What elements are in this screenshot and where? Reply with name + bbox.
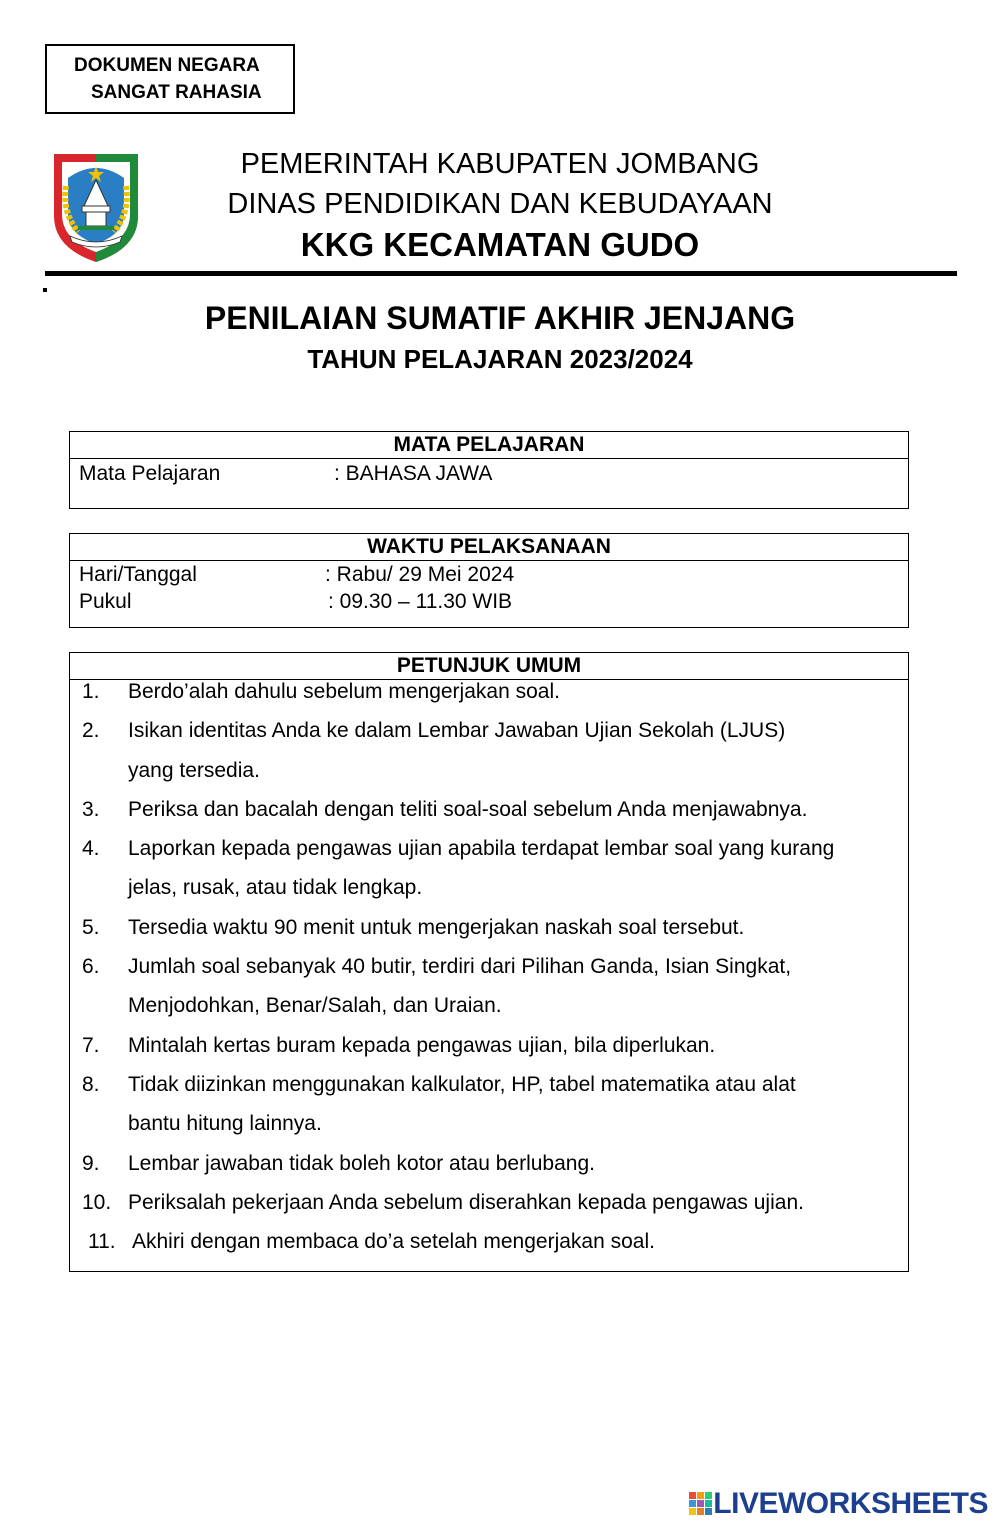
instruction-text: Isikan identitas Anda ke dalam Lembar Jawaban Ujian Sekolah (LJUS) <box>128 719 786 743</box>
time-label: Pukul <box>79 590 132 613</box>
instruction-number: 3. <box>82 797 100 821</box>
instruction-text: Akhiri dengan membaca do’a setelah mengerjakan soal. <box>132 1230 655 1254</box>
instruction-text: jelas, rusak, atau tidak lengkap. <box>128 876 423 900</box>
stamp-line-1: DOKUMEN NEGARA <box>74 55 260 76</box>
header-government: PEMERINTAH KABUPATEN JOMBANG <box>240 148 760 180</box>
instruction-number: 6. <box>82 955 100 979</box>
instruction-number: 4. <box>82 837 100 861</box>
subject-box <box>69 431 909 509</box>
jombang-regency-crest-icon <box>52 152 140 264</box>
instruction-text: Tidak diizinkan menggunakan kalkulator, HP, tabel matematika atau alat <box>128 1073 796 1096</box>
stamp-line-2: SANGAT RAHASIA <box>91 82 262 103</box>
instruction-text: yang tersedia. <box>128 758 260 782</box>
brand-text: LIVEWORKSHEETS <box>713 1487 988 1520</box>
time-value: : 09.30 – 11.30 WIB <box>328 590 513 613</box>
instruction-number: 2. <box>82 719 100 743</box>
instruction-text: Periksalah pekerjaan Anda sebelum diserahkan kepada pengawas ujian. <box>128 1190 804 1214</box>
instruction-number: 8. <box>82 1073 100 1096</box>
day-label: Hari/Tanggal <box>79 563 197 586</box>
academic-year: TAHUN PELAJARAN 2023/2024 <box>307 344 693 374</box>
header-kkg: KKG KECAMATAN GUDO <box>300 226 700 263</box>
exam-title: PENILAIAN SUMATIF AKHIR JENJANG <box>204 300 796 336</box>
instruction-number: 5. <box>82 915 100 939</box>
header-divider <box>45 271 957 276</box>
instruction-number: 11. <box>88 1230 116 1254</box>
instruction-text: Lembar jawaban tidak boleh kotor atau berlubang. <box>128 1151 595 1175</box>
instruction-number: 9. <box>82 1151 100 1175</box>
header-department: DINAS PENDIDIKAN DAN KEBUDAYAAN <box>227 188 773 220</box>
instruction-number: 10. <box>82 1190 112 1214</box>
liveworksheets-logo-icon <box>689 1492 713 1516</box>
instruction-text: Mintalah kertas buram kepada pengawas ujian, bila diperlukan. <box>128 1033 716 1057</box>
instruction-text: Laporkan kepada pengawas ujian apabila terdapat lembar soal yang kurang <box>128 837 835 861</box>
subject-value: : BAHASA JAWA <box>334 462 493 485</box>
instructions-box <box>69 652 909 1272</box>
stray-dot <box>43 288 47 292</box>
instruction-text: Berdo’alah dahulu sebelum mengerjakan soal. <box>128 680 560 703</box>
instruction-text: Menjodohkan, Benar/Salah, dan Uraian. <box>128 994 502 1018</box>
subject-label: Mata Pelajaran <box>79 462 221 485</box>
day-value: : Rabu/ 29 Mei 2024 <box>325 563 515 586</box>
classification-stamp <box>45 44 295 114</box>
schedule-box <box>69 533 909 628</box>
instruction-text: Periksa dan bacalah dengan teliti soal-soal sebelum Anda menjawabnya. <box>128 797 808 821</box>
instruction-number: 7. <box>82 1033 100 1057</box>
instruction-text: Tersedia waktu 90 menit untuk mengerjakan naskah soal tersebut. <box>128 915 745 939</box>
instruction-text: bantu hitung lainnya. <box>128 1112 322 1136</box>
liveworksheets-brand <box>689 1486 988 1522</box>
subject-heading: MATA PELAJARAN <box>70 432 908 459</box>
instructions-heading: PETUNJUK UMUM <box>70 653 908 680</box>
instruction-text: Jumlah soal sebanyak 40 butir, terdiri dari Pilihan Ganda, Isian Singkat, <box>128 955 792 979</box>
instruction-number: 1. <box>82 680 100 703</box>
schedule-heading: WAKTU PELAKSANAAN <box>70 534 908 561</box>
